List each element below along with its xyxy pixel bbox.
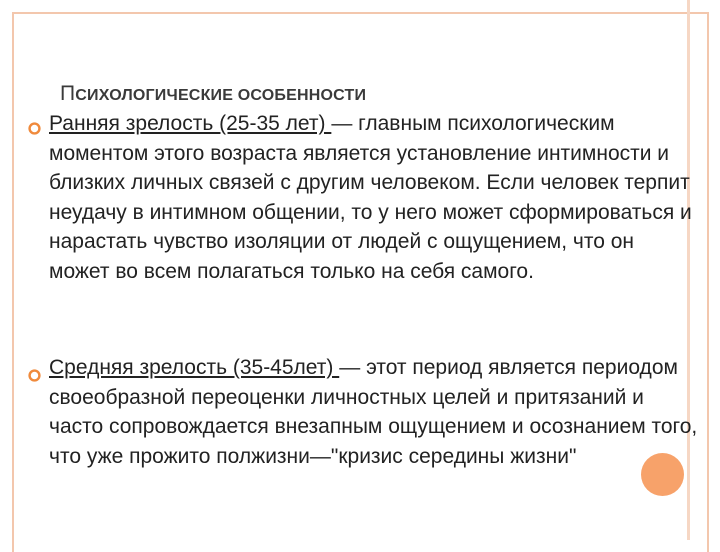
bullet-lead: Средняя зрелость (35-45лет) xyxy=(49,356,340,379)
sun-bullet-icon xyxy=(28,369,41,382)
bullet-lead: Ранняя зрелость (25-35 лет) xyxy=(49,112,332,135)
title-rest: СИХОЛОГИЧЕСКИЕ ОСОБЕННОСТИ xyxy=(75,87,367,104)
orange-circle-icon xyxy=(641,453,684,496)
bullet-body: — этот период является периодом своеобразной переоценки личностных целей и притязаний и часто сопровождается внезапным ощущением и осознанием того, что уже прожито полжизни—"кризис середины жизни" xyxy=(49,356,698,468)
bullet-text xyxy=(49,109,699,286)
sun-bullet-icon xyxy=(28,122,41,135)
bullet-body: — главным психологическим моментом этого возраста является установление интимности и близких личных связей с другим человеком. Если человек терпит неудачу в интимном общении, то у него может сформироваться и нарастать чувство изоляции от людей с ощущением, что он может во всем полагаться только на себя самого. xyxy=(49,112,692,283)
title-first-letter: П xyxy=(60,82,76,105)
bullet-text xyxy=(49,353,699,471)
slide-title xyxy=(60,82,366,106)
